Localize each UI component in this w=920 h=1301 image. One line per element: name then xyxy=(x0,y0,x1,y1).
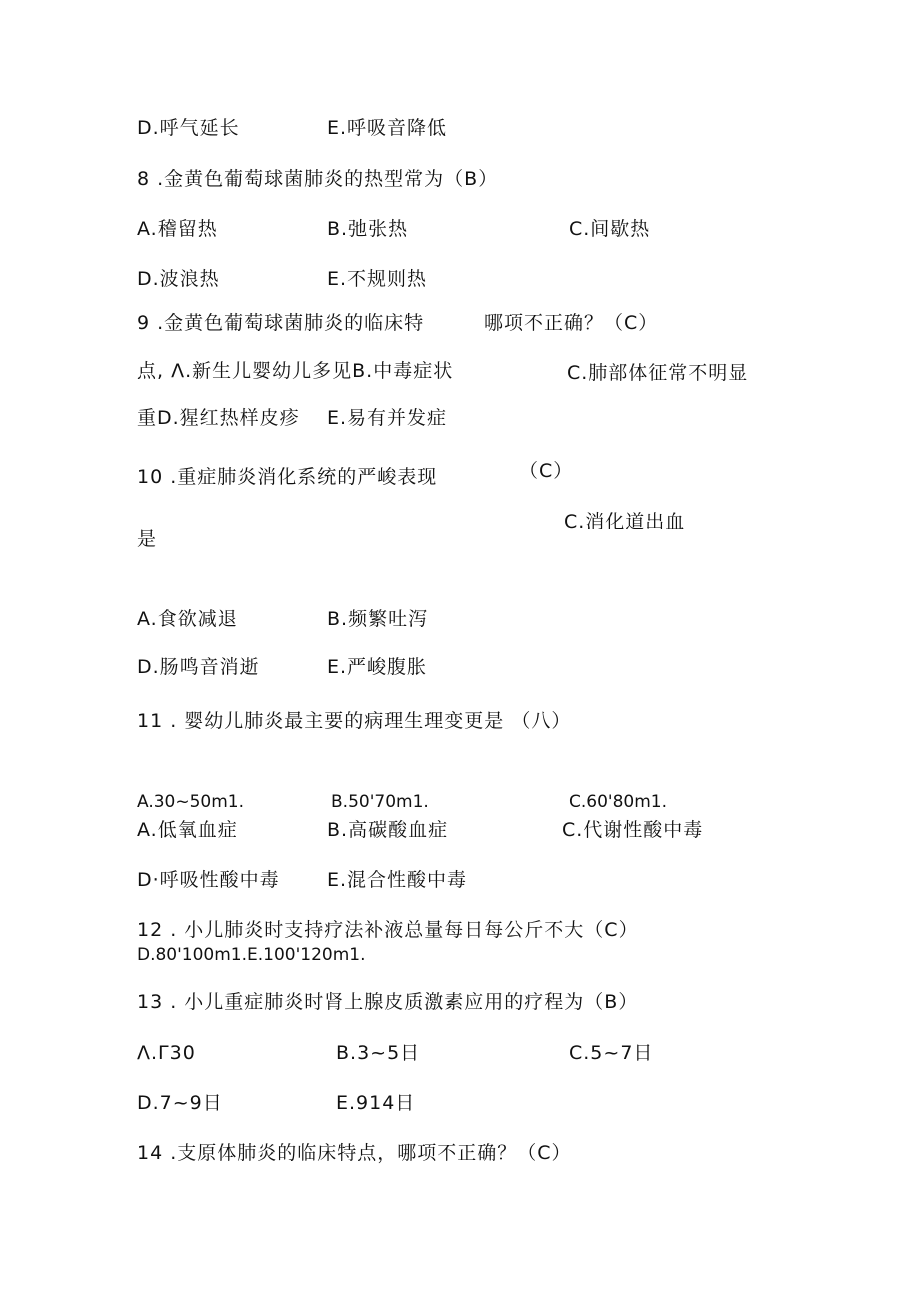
q12-option-a: A.30~50m1. xyxy=(137,792,245,812)
q9-option-e: E.易有并发症 xyxy=(327,407,448,429)
q7-option-e: E.呼吸音降低 xyxy=(327,117,448,139)
q11-option-a: A.低氧血症 xyxy=(137,819,238,841)
q9-option-c: C.肺部体征常不明显 xyxy=(567,362,749,384)
q10-continuation: 是 xyxy=(137,528,158,550)
q8-option-e: E.不规则热 xyxy=(327,268,428,290)
q13-option-e: E.914日 xyxy=(336,1092,416,1114)
q13-option-a: Λ.Γ30 xyxy=(137,1042,196,1064)
q11-option-d: D·呼吸性酸中毒 xyxy=(137,869,280,891)
q14-stem: 14 .支原体肺炎的临床特点，哪项不正确？（C） xyxy=(137,1142,572,1164)
q11-option-e: E.混合性酸中毒 xyxy=(327,869,468,891)
q12-option-b: B.50'70m1. xyxy=(331,792,429,812)
q10-answer: （C） xyxy=(519,460,574,482)
q8-option-c: C.间歇热 xyxy=(569,218,651,240)
q10-option-b: B.频繁吐泻 xyxy=(327,608,429,630)
q13-option-c: C.5~7日 xyxy=(569,1042,654,1064)
q11-option-b: B.高碳酸血症 xyxy=(327,819,449,841)
q9-stem-part2: 哪项不正确？（C） xyxy=(484,312,659,334)
q13-stem: 13 . 小儿重症肺炎时肾上腺皮质激素应用的疗程为（B） xyxy=(137,991,639,1013)
q9-stem-part1: 9 .金黄色葡萄球菌肺炎的临床特 xyxy=(137,312,425,334)
q10-option-d: D.肠鸣音消逝 xyxy=(137,656,260,678)
q11-option-c: C.代谢性酸中毒 xyxy=(562,819,704,841)
q13-option-d: D.7~9日 xyxy=(137,1092,223,1114)
q8-stem: 8 .金黄色葡萄球菌肺炎的热型常为（B） xyxy=(137,168,499,190)
q12-option-c: C.60'80m1. xyxy=(569,792,667,812)
q9-line3: 重D.猩红热样皮疹 xyxy=(137,407,300,429)
q10-stem: 10 .重症肺炎消化系统的严峻表现 xyxy=(137,466,438,488)
q8-option-d: D.波浪热 xyxy=(137,268,220,290)
q10-option-c: C.消化道出血 xyxy=(564,511,686,529)
q9-line2: 点, Λ.新生儿婴幼儿多见B.中毒症状 xyxy=(137,360,454,382)
q8-option-b: B.弛张热 xyxy=(327,218,409,240)
q12-options-de: D.80'100m1.E.100'120m1. xyxy=(137,945,366,965)
q12-stem: 12 . 小儿肺炎时支持疗法补液总量每日每公斤不大（C） xyxy=(137,919,639,941)
q10-option-a: A.食欲减退 xyxy=(137,608,238,630)
q8-option-a: A.稽留热 xyxy=(137,218,218,240)
q11-stem: 11 . 婴幼儿肺炎最主要的病理生理变更是 （八） xyxy=(137,710,572,732)
q13-option-b: B.3~5日 xyxy=(336,1042,421,1064)
q10-option-e: E.严峻腹胀 xyxy=(327,656,428,678)
q7-option-d: D.呼气延长 xyxy=(137,117,240,139)
